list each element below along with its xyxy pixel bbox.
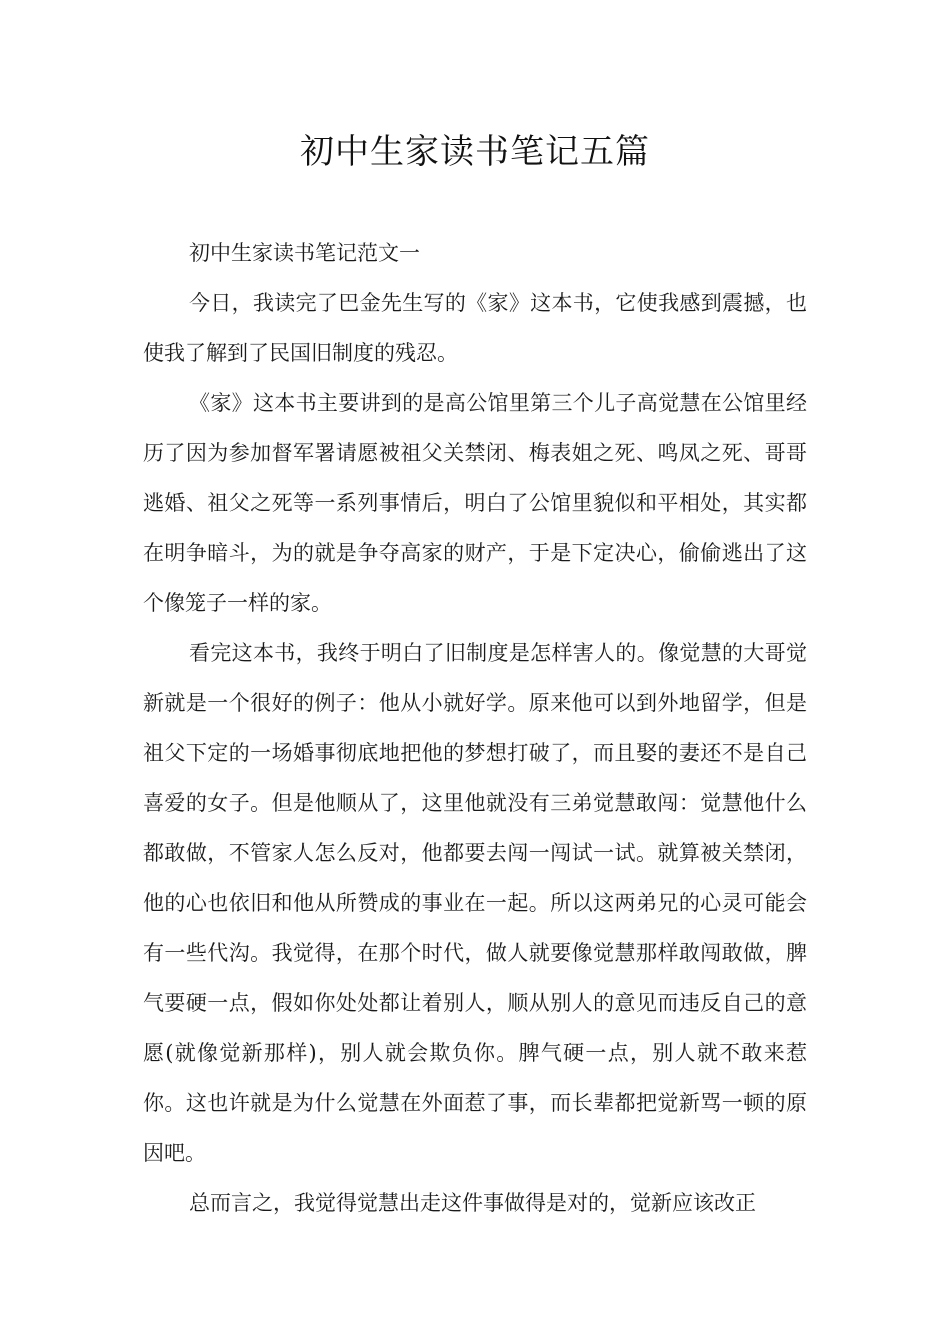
paragraph-subheading: 初中生家读书笔记范文一 (189, 241, 420, 265)
paragraph: 今日，我读完了巴金先生写的《家》这本书，它使我感到震撼，也使我了解到了民国旧制度的残忍。 (143, 291, 807, 365)
document-title: 初中生家读书笔记五篇 (300, 132, 650, 172)
document-body (143, 228, 807, 1228)
paragraph: 看完这本书，我终于明白了旧制度是怎样害人的。像觉慧的大哥觉新就是一个很好的例子：他从小就好学。原来他可以到外地留学，但是祖父下定的一场婚事彻底地把他的梦想打破了，而且娶的妻还不是自己喜爱的女子。但是他顺从了，这里他就没有三弟觉慧敢闯：觉慧他什么都敢做，不管家人怎么反对，他都要去闯一闯试一试。就算被关禁闭，他的心也依旧和他从所赞成的事业在一起。所以这两弟兄的心灵可能会有一些代沟。我觉得，在那个时代，做人就要像觉慧那样敢闯敢做，脾气要硬一点，假如你处处都让着别人，顺从别人的意见而违反自己的意愿(就像觉新那样)，别人就会欺负你。脾气硬一点，别人就不敢来惹你。这也许就是为什么觉慧在外面惹了事，而长辈都把觉新骂一顿的原因吧。 (143, 641, 807, 1165)
paragraph: 《家》这本书主要讲到的是高公馆里第三个儿子高觉慧在公馆里经历了因为参加督军署请愿被祖父关禁闭、梅表姐之死、鸣凤之死、哥哥逃婚、祖父之死等一系列事情后，明白了公馆里貌似和平相处，其实都在明争暗斗，为的就是争夺高家的财产，于是下定决心，偷偷逃出了这个像笼子一样的家。 (143, 391, 807, 615)
paragraph: 总而言之，我觉得觉慧出走这件事做得是对的，觉新应该改正 (189, 1191, 756, 1215)
